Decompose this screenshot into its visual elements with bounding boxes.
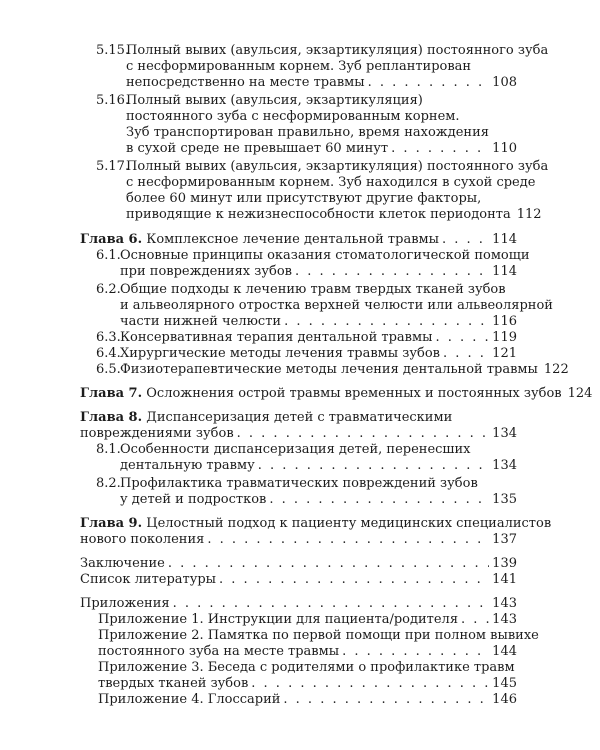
entry-title-line: приводящие к нежизнеспособности клеток периодонта: [126, 207, 511, 222]
dot-leader: [269, 492, 489, 508]
dot-leader: [283, 692, 489, 708]
entry-leader-line: [126, 207, 542, 223]
entry-title-line: непосредственно на месте травмы: [126, 75, 365, 90]
page-number: 135: [492, 492, 517, 507]
appendix-title: Приложение 4. Глоссарий: [98, 692, 281, 707]
entry-title-line: Основные принципы оказания стоматологической помощи: [120, 248, 530, 263]
chapter-name: Целостный подход к пациенту медицинских специалистов: [146, 516, 552, 531]
entry-leader-line: [98, 676, 517, 692]
page-number: 122: [543, 362, 569, 377]
dot-leader: [342, 644, 489, 660]
entry-title-line: у детей и подростков: [120, 492, 267, 507]
chapter-label: Глава 9.: [80, 516, 143, 531]
entry-title-line: Особенности диспансеризация детей, перенесших: [120, 442, 471, 457]
entry-number: 6.4.: [96, 346, 121, 361]
dot-leader: [284, 314, 489, 330]
entry-title-line: Хирургические методы лечения травмы зубов: [120, 346, 440, 361]
entry-leader-line: [120, 362, 569, 378]
appendix-title: Приложение 3. Беседа с родителями о профилактике травм: [98, 660, 515, 675]
page-number: 144: [492, 644, 517, 659]
entry-title-line: с несформированным корнем. Зуб находился в сухой среде: [126, 175, 536, 190]
entry-title-line: постоянного зуба с несформированным корнем.: [126, 109, 460, 124]
toc-appendices: [80, 596, 517, 612]
page-number: 134: [492, 426, 517, 441]
dot-leader: [207, 532, 489, 548]
appendix-title: постоянного зуба на месте травмы: [98, 644, 340, 659]
entry-title-line: с несформированным корнем. Зуб реплантирован: [126, 59, 472, 74]
page-number: 145: [492, 676, 517, 691]
entry-number: 5.17.: [96, 159, 130, 174]
entry-leader-line: [120, 314, 517, 330]
entry-leader-line: [98, 644, 517, 660]
section-title: Список литературы: [80, 572, 217, 587]
entry-number: 8.1.: [96, 442, 121, 457]
section-title: Приложения: [80, 596, 170, 611]
page-number: 119: [492, 330, 517, 345]
entry-title-line: Физиотерапевтические методы лечения дентальной травмы: [120, 362, 538, 377]
dot-leader: [295, 264, 489, 280]
entry-leader-line: [120, 330, 517, 346]
toc-chapter-6: [80, 232, 517, 248]
dot-leader: [168, 556, 489, 572]
entry-title-line: при повреждениях зубов: [120, 264, 292, 279]
chapter-label: Глава 7.: [80, 386, 143, 401]
entry-leader-line: [120, 264, 517, 280]
section-title: Заключение: [80, 556, 165, 571]
entry-title-line: Зуб транспортирован правильно, время нахождения: [126, 125, 489, 140]
entry-title-line: Консервативная терапия дентальной травмы: [120, 330, 433, 345]
page-number: 112: [516, 207, 542, 222]
entry-number: 5.15.: [96, 43, 130, 58]
toc-appendix-1: [98, 612, 517, 628]
toc-chapter-7: [80, 386, 593, 402]
dot-leader: [219, 572, 489, 588]
page-number: 121: [492, 346, 517, 361]
page-number: 116: [492, 314, 517, 329]
entry-title-line: и альвеолярного отростка верхней челюсти или альвеолярной: [120, 298, 553, 313]
chapter-name: Осложнения острой травмы временных и постоянных зубов: [146, 386, 562, 401]
entry-leader-line: [120, 346, 517, 362]
entry-title-line: части нижней челюсти: [120, 314, 282, 329]
page-number: 110: [492, 141, 517, 156]
entry-title-line: в сухой среде не превышает 60 минут: [126, 141, 389, 156]
entry-leader-line: [120, 458, 517, 474]
entry-number: 6.2.: [96, 282, 121, 297]
dot-leader: [368, 75, 490, 91]
entry-leader-line: [80, 532, 517, 548]
dot-leader: [251, 676, 489, 692]
dot-leader: [443, 346, 489, 362]
chapter-title: [80, 410, 452, 426]
appendix-title: твердых тканей зубов: [98, 676, 249, 691]
page-number: 134: [492, 458, 517, 473]
dot-leader: [258, 458, 489, 474]
chapter-title: [80, 386, 562, 402]
toc-appendix-4: [98, 692, 517, 708]
page-number: 124: [567, 386, 593, 401]
dot-leader: [435, 330, 489, 346]
entry-title-line: Полный вывих (авульсия, экзартикуляция) постоянного зуба: [126, 159, 549, 174]
entry-title-line: Общие подходы к лечению травм твердых тканей зубов: [120, 282, 506, 297]
page-number: 146: [492, 692, 517, 707]
page-number: 108: [492, 75, 517, 90]
entry-leader-line: [80, 426, 517, 442]
appendix-title: Приложение 1. Инструкции для пациента/родителя: [98, 612, 459, 627]
page-number: 137: [492, 532, 517, 547]
entry-number: 8.2.: [96, 476, 121, 491]
entry-leader-line: [120, 492, 517, 508]
page-number: 143: [492, 612, 517, 627]
toc-references: [80, 572, 517, 588]
entry-title-line: Полный вывих (авульсия, экзартикуляция) постоянного зуба: [126, 43, 549, 58]
entry-title-line: Профилактика травматических повреждений зубов: [120, 476, 478, 491]
chapter-name: Диспансеризация детей с травматическими: [146, 410, 453, 425]
entry-number: 6.5.: [96, 362, 121, 377]
page-number: 143: [492, 596, 517, 611]
dot-leader: [391, 141, 489, 157]
page-number: 139: [492, 556, 517, 571]
toc-conclusion: [80, 556, 517, 572]
entry-leader-line: [126, 141, 517, 157]
entry-leader-line: [126, 75, 517, 91]
dot-leader: [173, 596, 490, 612]
appendix-title: Приложение 2. Памятка по первой помощи при полном вывихе: [98, 628, 539, 643]
chapter-name: Комплексное лечение дентальной травмы: [146, 232, 439, 247]
page-number: 114: [492, 232, 517, 247]
entry-title-line: Полный вывих (авульсия, экзартикуляция): [126, 93, 423, 108]
chapter-label: Глава 6.: [80, 232, 143, 247]
entry-number: 6.1.: [96, 248, 121, 263]
chapter-name: повреждениями зубов: [80, 426, 234, 441]
page-number: 114: [492, 264, 517, 279]
chapter-label: Глава 8.: [80, 410, 143, 425]
dot-leader: [442, 232, 489, 248]
dot-leader: [237, 426, 490, 442]
chapter-title: [80, 232, 439, 248]
dot-leader: [461, 612, 489, 628]
entry-number: 6.3.: [96, 330, 121, 345]
chapter-title: [80, 516, 551, 532]
entry-number: 5.16.: [96, 93, 130, 108]
entry-title-line: более 60 минут или присутствуют другие факторы,: [126, 191, 482, 206]
chapter-name: нового поколения: [80, 532, 205, 547]
entry-title-line: дентальную травму: [120, 458, 255, 473]
page-number: 141: [492, 572, 517, 587]
